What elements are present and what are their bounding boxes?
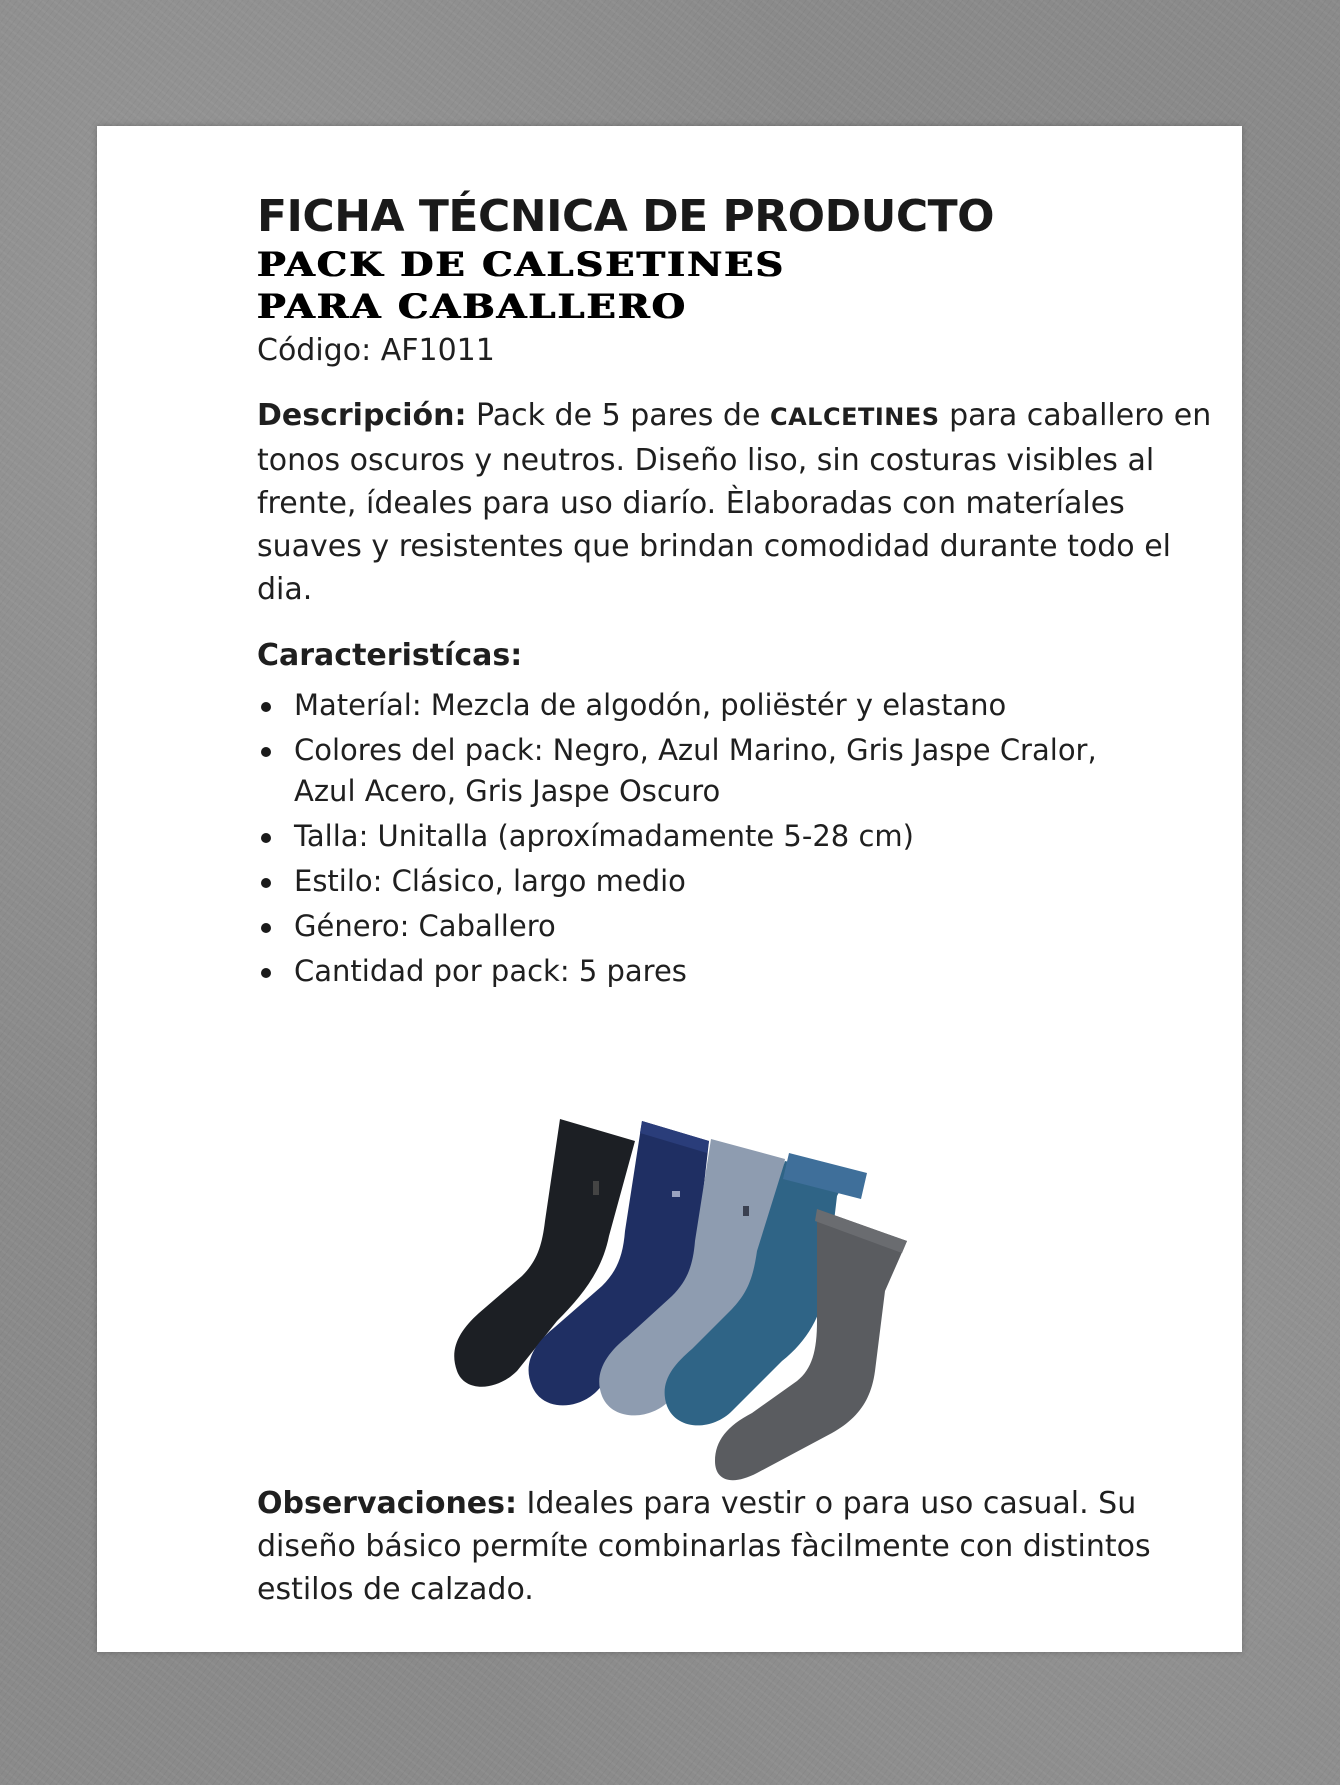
sheet-content [257, 190, 1217, 996]
description-label: Descripción: [257, 398, 467, 433]
observations-paragraph [257, 1482, 1157, 1611]
socks-photo [397, 1081, 1037, 1501]
feature-text: Género: Caballero [294, 909, 556, 943]
feature-text: Estilo: Clásico, largo medio [294, 864, 686, 898]
description-text-after: para caballero en tonos oscuros y neutros. Diseño liso, sin costuras visibles al frente, ídeales para uso diarío. Èlaboradas con materíales suaves y resistentes que brindan comodidad durante todo el dia. [257, 398, 1212, 607]
feature-text: Talla: Unitalla (aproxímadamente 5-28 cm) [294, 819, 914, 853]
description-caps-word: CALCETINES [769, 403, 940, 431]
bullet-icon [261, 702, 271, 712]
list-item [257, 906, 1144, 947]
page-title: FICHA TÉCNICA DE PRODUCTO [257, 191, 995, 242]
product-name-line1: PACK DE CALSETINES [257, 245, 786, 285]
product-name-line2: PARA CABALLERO [257, 287, 688, 327]
list-item [257, 816, 1144, 857]
features-list [257, 685, 1217, 992]
observations-label: Observaciones: [257, 1486, 518, 1521]
feature-text: Materíal: Mezcla de algodón, poliëstér y elastano [294, 688, 1007, 722]
bullet-icon [261, 968, 271, 978]
bullet-icon [261, 923, 271, 933]
features-title: Caracteristícas: [257, 638, 523, 673]
bullet-icon [261, 878, 271, 888]
bullet-icon [261, 833, 271, 843]
list-item [257, 951, 1144, 992]
list-item [257, 861, 1144, 902]
bullet-icon [261, 747, 271, 757]
description-paragraph [257, 394, 1217, 611]
feature-text: Colores del pack: Negro, Azul Marino, Gris Jaspe Cralor, Azul Acero, Gris Jaspe Oscuro [294, 733, 1097, 808]
observations-text: Ideales para vestir o para uso casual. Su diseño básico permíte combinarlas fàcilmente con distintos estilos de calzado. [257, 1486, 1151, 1607]
product-code: Código: AF1011 [257, 333, 495, 368]
description-text-before: Pack de 5 pares de [466, 398, 770, 433]
product-sheet [97, 126, 1242, 1652]
list-item [257, 685, 1144, 726]
feature-text: Cantidad por pack: 5 pares [294, 954, 687, 988]
list-item [257, 730, 1144, 812]
